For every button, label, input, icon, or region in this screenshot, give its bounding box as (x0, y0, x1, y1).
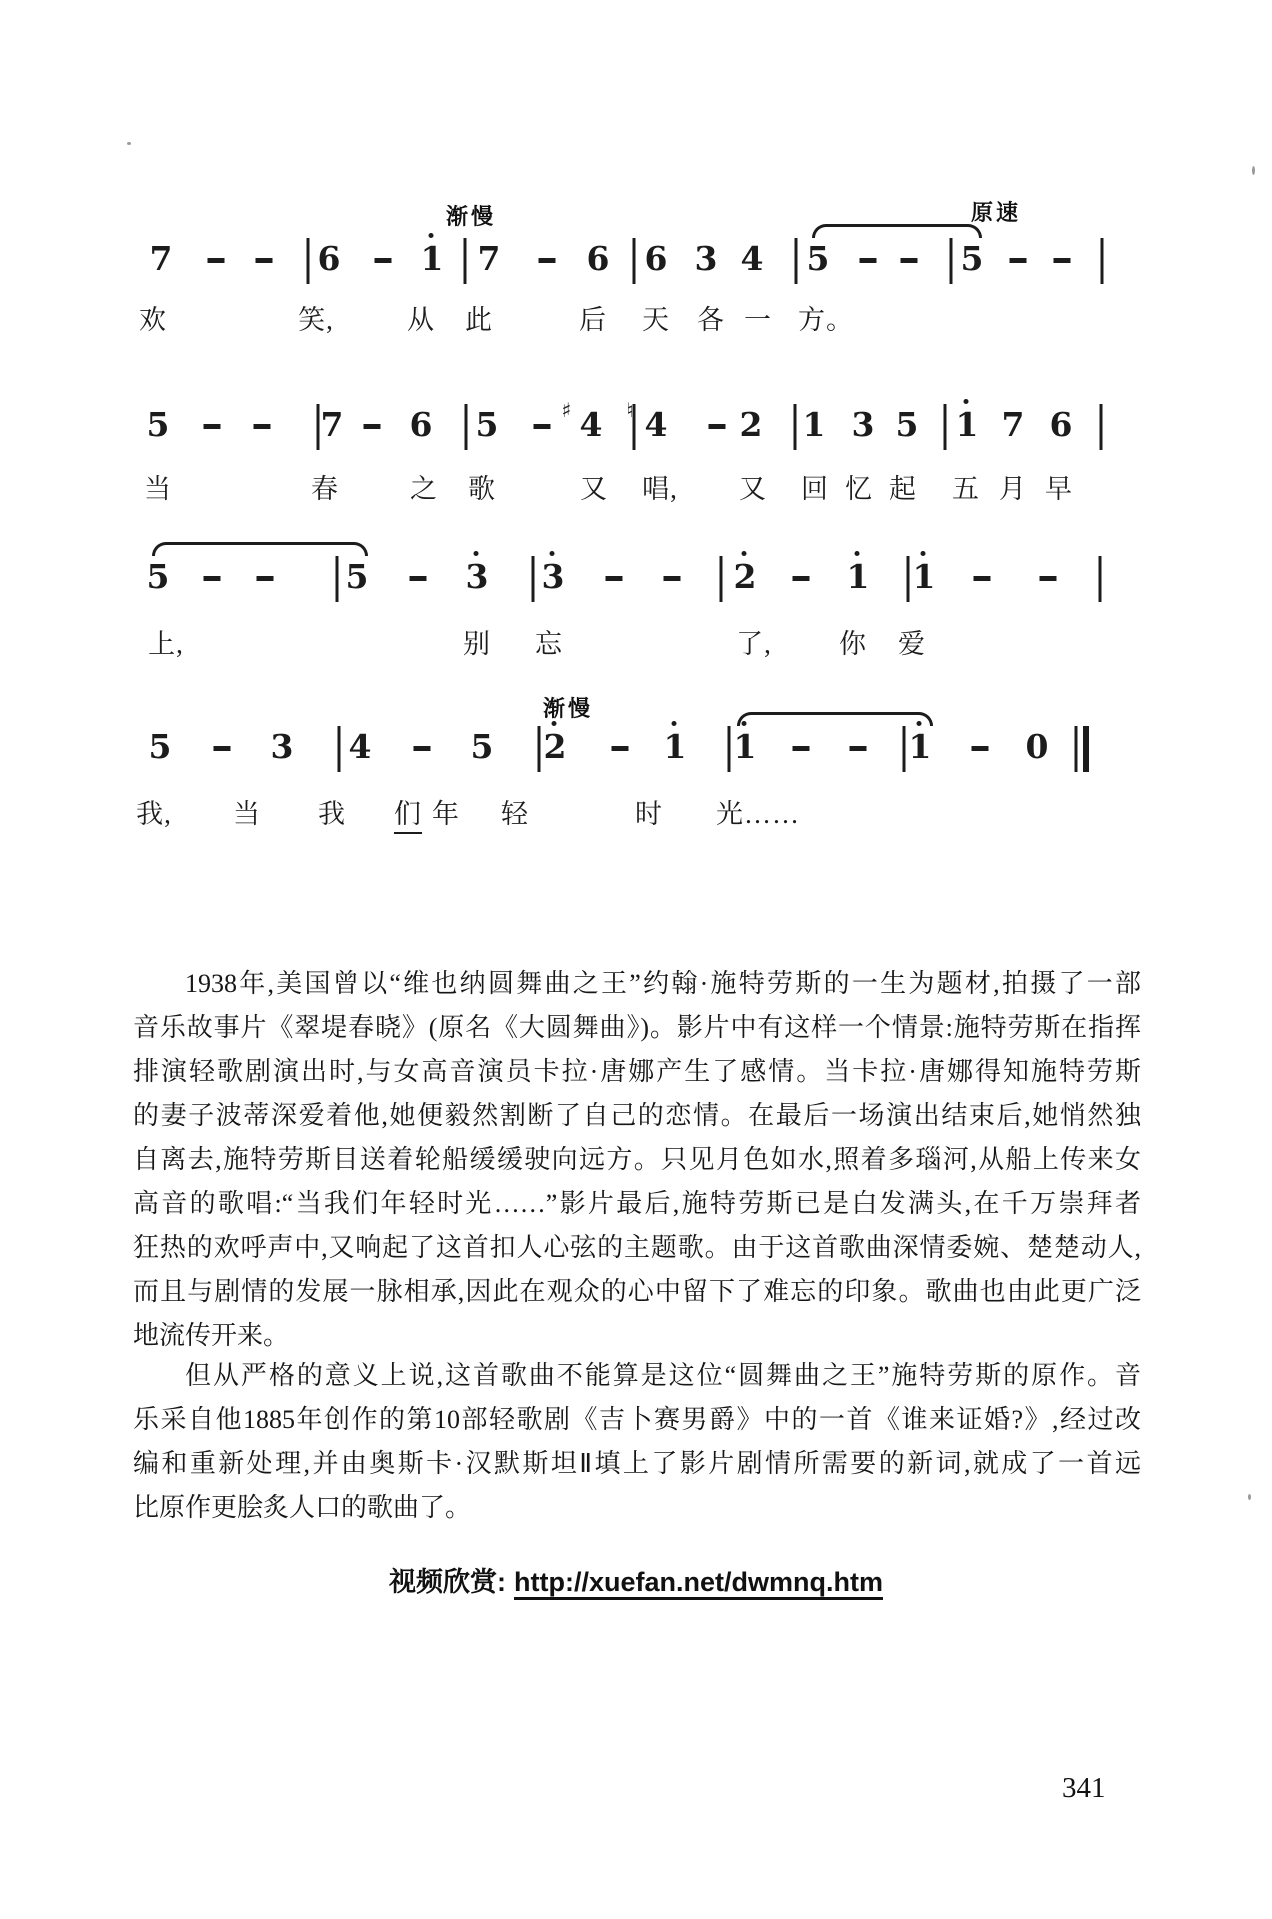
barline (720, 556, 723, 602)
duration-dash (1054, 258, 1071, 263)
duration-dash (860, 258, 877, 263)
octave-dot (550, 551, 555, 556)
note: 1 (664, 730, 687, 763)
note: 7 (320, 405, 344, 444)
barline (1101, 238, 1104, 284)
lyric-syllable: 忆 (845, 474, 873, 504)
lyric-syllable: 时 (635, 799, 663, 829)
lyric-syllable: 笑, (298, 305, 334, 335)
text-line: 自离去,施特劳斯目送着轮船缓缓驶向远方。只见月色如水,照着多瑙河,从船上传来女 (133, 1145, 1141, 1174)
barline (336, 556, 339, 602)
note: 5 (146, 405, 170, 444)
note: 3 (851, 405, 875, 444)
duration-dash (375, 258, 392, 263)
note: 2 (739, 405, 763, 444)
duration-dash (974, 576, 991, 581)
note: 7 (1001, 405, 1025, 444)
duration-dash (204, 424, 221, 429)
note: 3 (270, 727, 294, 766)
lyric-syllable: 五 (952, 474, 980, 504)
note: 2 (734, 560, 757, 593)
barline (795, 238, 798, 284)
octave-dot (855, 551, 860, 556)
note: 1 (909, 730, 932, 763)
text-line: 的妻子波蒂深爱着他,她便毅然割断了自己的恋情。在最后一场演出结束后,她悄然独 (133, 1101, 1141, 1130)
note: 6 (644, 239, 668, 278)
lyric-syllable: 天 (642, 305, 670, 335)
duration-dash (539, 258, 556, 263)
octave-dot (672, 721, 677, 726)
note: 7 (477, 239, 501, 278)
lyric-syllable: 们 (394, 792, 422, 834)
lyric-syllable: 唱, (642, 474, 678, 504)
tempo-marking: 原速 (970, 200, 1022, 225)
duration-dash (612, 746, 629, 751)
tie-arc (812, 224, 982, 238)
lyric-syllable: 忘 (535, 629, 563, 659)
lyric-syllable: 你 (839, 629, 867, 659)
octave-dot (964, 399, 969, 404)
note: 5 (806, 239, 830, 278)
barline (532, 556, 535, 602)
lyric-syllable: 歌 (468, 474, 496, 504)
octave-dot (474, 551, 479, 556)
text-line: 而且与剧情的发展一脉相承,因此在观众的心中留下了难忘的印象。歌曲也由此更广泛 (133, 1277, 1141, 1306)
duration-dash (364, 424, 381, 429)
page-number: 341 (1062, 1772, 1106, 1804)
octave-dot (742, 551, 747, 556)
lyric-syllable: 别 (463, 629, 491, 659)
note: 5 (960, 239, 984, 278)
final-barline-thick (1083, 726, 1089, 772)
text-line: 但从严格的意义上说,这首歌曲不能算是这位“圆舞曲之王”施特劳斯的原作。音 (185, 1361, 1141, 1390)
lyric-syllable: 爱 (898, 629, 926, 659)
octave-dot (552, 721, 557, 726)
tie-arc (152, 542, 368, 556)
text-line: 1938年,美国曾以“维也纳圆舞曲之王”约翰·施特劳斯的一生为题材,拍摄了一部 (185, 969, 1141, 998)
barline (1100, 404, 1103, 450)
duration-dash (606, 576, 623, 581)
tempo-marking: 渐慢 (542, 696, 594, 721)
barline (728, 726, 731, 772)
note: 5 (345, 557, 369, 596)
paragraph-film-story (133, 962, 1141, 1358)
duration-dash (257, 576, 274, 581)
note: 1 (734, 730, 757, 763)
lyric-syllable: 春 (311, 474, 339, 504)
barline (465, 404, 468, 450)
duration-dash (793, 576, 810, 581)
note: 4 ♯ (561, 398, 603, 444)
lyric-syllable: 方。 (798, 305, 854, 335)
note: 1 (913, 560, 936, 593)
duration-dash (1040, 576, 1057, 581)
lyric-syllable: 光…… (716, 799, 800, 829)
duration-dash (972, 746, 989, 751)
barline (950, 238, 953, 284)
lyric-syllable: 我 (318, 799, 346, 829)
barline (907, 556, 910, 602)
lyric-syllable: 又 (739, 474, 767, 504)
duration-dash (204, 576, 221, 581)
scan-speck (127, 142, 131, 145)
lyric-syllable: 我, (136, 799, 172, 829)
text-line: 排演轻歌剧演出时,与女高音演员卡拉·唐娜产生了感情。当卡拉·唐娜得知施特劳斯 (133, 1057, 1141, 1086)
lyric-syllable: 轻 (501, 799, 529, 829)
lyric-syllable: 一 (744, 305, 772, 335)
text-line: 比原作更脍炙人口的歌曲了。 (133, 1493, 472, 1522)
duration-dash (1010, 258, 1027, 263)
lyric-syllable: 了, (736, 629, 772, 659)
note: 5 (475, 405, 499, 444)
duration-dash (414, 746, 431, 751)
text-line: 地流传开来。 (133, 1321, 290, 1350)
lyric-syllable: 后 (579, 305, 607, 335)
lyric-syllable: 回 (801, 474, 829, 504)
lyric-syllable: 又 (580, 474, 608, 504)
duration-dash (254, 424, 271, 429)
barline (464, 238, 467, 284)
scan-speck (1252, 166, 1255, 175)
text-line: 高音的歌唱:“当我们年轻时光……”影片最后,施特劳斯已是白发满头,在千万崇拜者 (133, 1189, 1141, 1218)
note: 3 (466, 560, 489, 593)
barline (944, 404, 947, 450)
video-link-row (0, 1560, 1272, 1599)
lyric-syllable: 欢 (139, 305, 167, 335)
lyric-syllable: 早 (1045, 474, 1073, 504)
lyric-syllable: 年 (432, 799, 460, 829)
text-line: 音乐故事片《翠堤春晓》(原名《大圆舞曲》)。影片中有这样一个情景:施特劳斯在指挥 (133, 1013, 1141, 1042)
barline (538, 726, 541, 772)
note: 5 (895, 405, 919, 444)
note: 5 (148, 727, 172, 766)
lyric-syllable: 当 (233, 799, 261, 829)
barline (317, 404, 320, 450)
duration-dash (256, 258, 273, 263)
barline (1099, 556, 1102, 602)
note: 4 (348, 727, 372, 766)
lyric-syllable: 当 (144, 474, 172, 504)
text-line: 编和重新处理,并由奥斯卡·汉默斯坦Ⅱ填上了影片剧情所需要的新词,就成了一首远 (133, 1449, 1141, 1478)
lyric-syllable: 之 (410, 474, 438, 504)
barline (307, 238, 310, 284)
note: 7 (149, 239, 173, 278)
note: 4 ♮ (626, 398, 668, 444)
video-url-link[interactable]: http://xuefan.net/dwmnq.htm (514, 1567, 883, 1597)
octave-dot (429, 233, 434, 238)
note: 4 (740, 239, 764, 278)
duration-dash (214, 746, 231, 751)
barline (633, 238, 636, 284)
note: 6 (586, 239, 610, 278)
note: 3 (694, 239, 718, 278)
note: 2 (544, 730, 567, 763)
duration-dash (850, 746, 867, 751)
duration-dash (208, 258, 225, 263)
text-line: 狂热的欢呼声中,又响起了这首扣人心弦的主题歌。由于这首歌曲深情委婉、楚楚动人, (133, 1233, 1141, 1262)
lyric-syllable: 上, (148, 629, 184, 659)
note: 5 (146, 557, 170, 596)
note: 6 (409, 405, 433, 444)
accidental-sharp: ♯ (561, 398, 572, 422)
text-line: 乐采自他1885年创作的第10部轻歌剧《吉卜赛男爵》中的一首《谁来证婚?》,经过改 (133, 1405, 1141, 1434)
note: 6 (1049, 405, 1073, 444)
note: 1 (802, 405, 826, 444)
tempo-marking: 渐慢 (445, 204, 497, 229)
note: 1 (956, 408, 979, 441)
duration-dash (664, 576, 681, 581)
note: 5 (470, 727, 494, 766)
final-barline-thin (1075, 726, 1078, 772)
barline (903, 726, 906, 772)
barline (338, 726, 341, 772)
note: 6 (317, 239, 341, 278)
note: 3 (542, 560, 565, 593)
duration-dash (709, 424, 726, 429)
tie-arc (737, 712, 933, 726)
accidental-natural: ♮ (626, 398, 634, 422)
note: 0 (1025, 727, 1049, 766)
lyric-syllable: 起 (889, 474, 917, 504)
lyric-syllable: 各 (697, 305, 725, 335)
scan-speck (1248, 1494, 1251, 1500)
lyric-syllable: 从 (407, 305, 435, 335)
note: 1 (847, 560, 870, 593)
lyric-syllable: 月 (999, 474, 1027, 504)
lyric-syllable: 此 (465, 305, 493, 335)
video-label: 视频欣赏: (389, 1567, 506, 1597)
barline (794, 404, 797, 450)
duration-dash (534, 424, 551, 429)
note: 1 (421, 242, 444, 275)
octave-dot (921, 551, 926, 556)
duration-dash (793, 746, 810, 751)
paragraph-song-origin (133, 1354, 1141, 1530)
duration-dash (901, 258, 918, 263)
duration-dash (410, 576, 427, 581)
